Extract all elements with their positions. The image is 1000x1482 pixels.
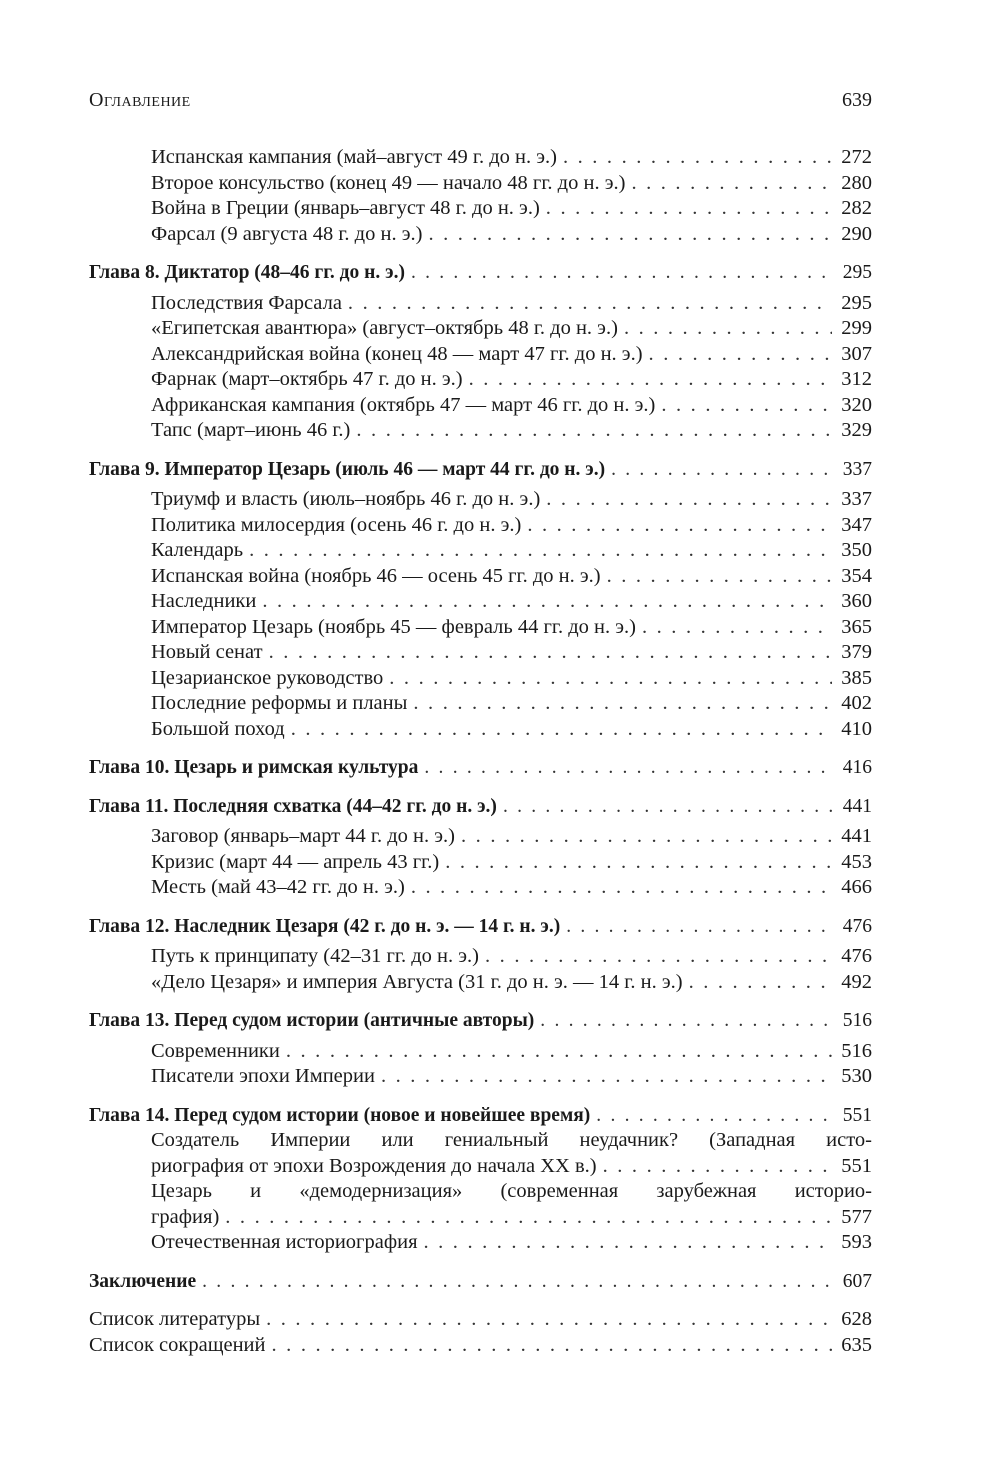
- entry-page-number: 577: [841, 1205, 872, 1228]
- page-number: 639: [842, 89, 872, 111]
- entry-page-number: 441: [842, 795, 872, 817]
- dot-leader: [291, 717, 832, 743]
- entry-title: Политика милосердия (осень 46 г. до н. э.): [151, 513, 522, 536]
- entry-title: Фарнак (март–октябрь 47 г. до н. э.): [151, 368, 463, 390]
- dot-leader: [269, 640, 832, 666]
- dot-leader: [607, 564, 832, 590]
- entry-title: Большой поход: [151, 717, 285, 740]
- section-entry[interactable]: [89, 1064, 872, 1090]
- entry-title: Император Цезарь (ноябрь 45 — февраль 44 гг. до н. э.): [151, 615, 636, 638]
- entry-page-number: 295: [842, 262, 872, 283]
- dot-leader: [411, 875, 832, 901]
- dot-leader: [649, 342, 832, 368]
- entry-title: Испанская кампания (май–август 49 г. до н. э.): [151, 146, 557, 168]
- dot-leader: [445, 850, 832, 876]
- dot-leader: [603, 1154, 832, 1180]
- entry-page-number: 492: [841, 970, 872, 993]
- entry-page-number: 282: [841, 197, 872, 219]
- entry-page-number: 607: [842, 1270, 872, 1292]
- section-entry[interactable]: [89, 691, 872, 717]
- entry-page-number: 329: [841, 419, 872, 441]
- dot-leader: [272, 1333, 832, 1359]
- entry-title: Второе консульство (конец 49 — начало 48 гг. до н. э.): [151, 171, 626, 194]
- entry-title: Цезарианское руководство: [151, 666, 384, 689]
- dot-leader: [611, 457, 832, 483]
- toc-group: [89, 1307, 872, 1358]
- dot-leader: [546, 196, 832, 222]
- wrapped-section-entry[interactable]: [89, 1128, 872, 1179]
- entry-title: Глава 10. Цезарь и римская культура: [89, 757, 419, 778]
- dot-leader: [540, 1008, 832, 1034]
- dot-leader: [563, 145, 832, 171]
- section-entry[interactable]: [89, 418, 872, 444]
- dot-leader: [262, 589, 832, 615]
- entry-page-number: 441: [841, 825, 872, 847]
- section-entry[interactable]: [89, 970, 872, 996]
- dot-leader: [348, 291, 832, 317]
- toc-group: [89, 145, 872, 247]
- section-entry[interactable]: [89, 875, 872, 901]
- entry-page-number: 290: [841, 222, 872, 245]
- entry-title: Месть (май 43–42 гг. до н. э.): [151, 876, 405, 898]
- entry-page-number: 476: [841, 945, 872, 967]
- entry-title-first-line: Цезарь и «демодернизация» (современная зарубежная историо-: [151, 1180, 872, 1202]
- entry-title: Отечественная историография: [151, 1231, 418, 1253]
- section-entry[interactable]: [89, 367, 872, 393]
- entry-page-number: 551: [841, 1154, 872, 1177]
- entry-page-number: 516: [841, 1039, 872, 1062]
- entry-page-number: 337: [842, 458, 872, 480]
- section-entry[interactable]: [89, 824, 872, 850]
- toc-group: [89, 1008, 872, 1090]
- toc-group: [89, 1269, 872, 1295]
- dot-leader: [286, 1039, 832, 1065]
- entry-page-number: 593: [841, 1231, 872, 1253]
- entry-page-number: 551: [842, 1104, 872, 1126]
- entry-title: «Египетская авантюра» (август–октябрь 48 г. до н. э.): [151, 317, 618, 339]
- back-matter-entry[interactable]: [89, 1307, 872, 1333]
- dot-leader: [389, 666, 832, 692]
- entry-page-number: 402: [841, 692, 872, 714]
- chapter-entry[interactable]: [89, 260, 872, 286]
- toc-group: [89, 914, 872, 996]
- toc-group: [89, 1103, 872, 1256]
- entry-page-number: 628: [841, 1308, 872, 1330]
- entry-title: Последствия Фарсала: [151, 291, 342, 314]
- entry-page-number: 516: [842, 1010, 872, 1031]
- entry-title: Последние реформы и планы: [151, 692, 408, 714]
- entry-title: Современники: [151, 1039, 280, 1062]
- entry-page-number: 360: [841, 590, 872, 612]
- chapter-entry[interactable]: [89, 794, 872, 820]
- chapter-entry[interactable]: [89, 914, 872, 940]
- section-entry[interactable]: [89, 222, 872, 248]
- entry-page-number: 453: [841, 850, 872, 873]
- section-entry[interactable]: [89, 513, 872, 539]
- entry-title: Александрийская война (конец 48 — март 47 гг. до н. э.): [151, 342, 643, 365]
- dot-leader: [424, 755, 832, 781]
- entry-page-number: 385: [841, 666, 872, 689]
- entry-title: Заговор (январь–март 44 г. до н. э.): [151, 825, 456, 847]
- dot-leader: [202, 1269, 832, 1295]
- toc-group: [89, 457, 872, 743]
- entry-title: Календарь: [151, 539, 244, 561]
- section-entry[interactable]: [89, 171, 872, 197]
- chapter-entry[interactable]: [89, 1008, 872, 1034]
- dot-leader: [413, 691, 832, 717]
- entry-page-number: 635: [841, 1333, 872, 1356]
- dot-leader: [485, 944, 832, 970]
- entry-title: графия): [151, 1205, 220, 1228]
- chapter-entry[interactable]: [89, 1103, 872, 1129]
- dot-leader: [503, 794, 832, 820]
- entry-title: Писатели эпохи Империи: [151, 1065, 375, 1087]
- section-entry[interactable]: [89, 538, 872, 564]
- entry-continuation[interactable]: [151, 1205, 872, 1231]
- entry-title: Заключение: [89, 1270, 197, 1292]
- entry-page-number: 466: [841, 876, 872, 898]
- entry-page-number: 410: [841, 717, 872, 740]
- entry-page-number: 530: [841, 1065, 872, 1087]
- entry-title: Список сокращений: [89, 1333, 266, 1356]
- entry-title: Испанская война (ноябрь 46 — осень 45 гг. до н. э.): [151, 564, 601, 587]
- entry-page-number: 365: [841, 615, 872, 638]
- entry-title: «Дело Цезаря» и империя Августа (31 г. до н. э. — 14 г. н. э.): [151, 970, 683, 993]
- section-entry[interactable]: [89, 1039, 872, 1065]
- wrapped-section-entry[interactable]: [89, 1179, 872, 1230]
- entry-title: Путь к принципату (42–31 гг. до н. э.): [151, 945, 480, 967]
- entry-title: Триумф и власть (июль–ноябрь 46 г. до н. э.): [151, 488, 541, 510]
- dot-leader: [225, 1205, 832, 1231]
- section-entry[interactable]: [89, 316, 872, 342]
- dot-leader: [266, 1307, 832, 1333]
- dot-leader: [661, 393, 832, 419]
- section-entry[interactable]: [89, 944, 872, 970]
- entry-page-number: 354: [841, 564, 872, 587]
- dot-leader: [356, 418, 832, 444]
- entry-page-number: 347: [841, 513, 872, 536]
- entry-page-number: 272: [841, 146, 872, 168]
- dot-leader: [546, 487, 832, 513]
- toc-group: [89, 260, 872, 444]
- entry-title: Глава 14. Перед судом истории (новое и новейшее время): [89, 1104, 591, 1126]
- section-entry[interactable]: [89, 291, 872, 317]
- entry-page-number: 320: [841, 393, 872, 416]
- section-entry[interactable]: [89, 615, 872, 641]
- section-entry[interactable]: [89, 640, 872, 666]
- dot-leader: [689, 970, 832, 996]
- entry-page-number: 295: [841, 291, 872, 314]
- chapter-entry[interactable]: [89, 457, 872, 483]
- section-entry[interactable]: [89, 850, 872, 876]
- entry-page-number: 312: [841, 368, 872, 390]
- entry-page-number: 350: [841, 539, 872, 561]
- dot-leader: [631, 171, 832, 197]
- section-entry[interactable]: [89, 145, 872, 171]
- entry-page-number: 299: [841, 317, 872, 339]
- entry-page-number: 416: [842, 757, 872, 778]
- entry-page-number: 280: [841, 171, 872, 194]
- dot-leader: [461, 824, 832, 850]
- entry-title-first-line: Создатель Империи или гениальный неудачник? (Западная исто-: [151, 1129, 872, 1151]
- dot-leader: [469, 367, 832, 393]
- toc-group: [89, 755, 872, 781]
- toc-group: [89, 794, 872, 901]
- section-entry[interactable]: [89, 196, 872, 222]
- entry-title: Африканская кампания (октябрь 47 — март 46 гг. до н. э.): [151, 393, 656, 416]
- section-entry[interactable]: [89, 564, 872, 590]
- dot-leader: [624, 316, 832, 342]
- dot-leader: [249, 538, 832, 564]
- entry-title: Глава 9. Император Цезарь (июль 46 — март 44 гг. до н. э.): [89, 458, 606, 480]
- entry-page-number: 307: [841, 342, 872, 365]
- table-of-contents: [89, 145, 872, 1358]
- entry-page-number: 379: [841, 641, 872, 663]
- section-entry[interactable]: [89, 487, 872, 513]
- dot-leader: [527, 513, 832, 539]
- section-entry[interactable]: [89, 393, 872, 419]
- chapter-entry[interactable]: [89, 1269, 872, 1295]
- section-entry[interactable]: [89, 717, 872, 743]
- dot-leader: [428, 222, 832, 248]
- chapter-entry[interactable]: [89, 755, 872, 781]
- entry-title: Глава 11. Последняя схватка (44–42 гг. до н. э.): [89, 795, 497, 817]
- dot-leader: [566, 914, 832, 940]
- entry-title: Список литературы: [89, 1308, 261, 1330]
- entry-title: Тапс (март–июнь 46 г.): [151, 419, 351, 441]
- section-entry[interactable]: [89, 666, 872, 692]
- dot-leader: [381, 1064, 832, 1090]
- back-matter-entry[interactable]: [89, 1333, 872, 1359]
- entry-page-number: 337: [841, 488, 872, 510]
- dot-leader: [411, 260, 832, 286]
- section-entry[interactable]: [89, 342, 872, 368]
- entry-title: Глава 12. Наследник Цезаря (42 г. до н. э. — 14 г. н. э.): [89, 915, 561, 937]
- entry-title: Фарсал (9 августа 48 г. до н. э.): [151, 222, 423, 245]
- entry-title: Война в Греции (январь–август 48 г. до н. э.): [151, 197, 540, 219]
- entry-title: Новый сенат: [151, 641, 263, 663]
- entry-title: Наследники: [151, 590, 257, 612]
- entry-title: риография от эпохи Возрождения до начала XX в.): [151, 1154, 597, 1177]
- dot-leader: [642, 615, 832, 641]
- dot-leader: [424, 1230, 833, 1256]
- entry-title: Кризис (март 44 — апрель 43 гг.): [151, 850, 440, 873]
- entry-page-number: 476: [842, 915, 872, 937]
- entry-title: Глава 13. Перед судом истории (античные авторы): [89, 1010, 535, 1031]
- section-entry[interactable]: [89, 1230, 872, 1256]
- section-entry[interactable]: [89, 589, 872, 615]
- entry-title: Глава 8. Диктатор (48–46 гг. до н. э.): [89, 262, 405, 283]
- running-head: Оглавление: [89, 89, 191, 111]
- dot-leader: [596, 1103, 832, 1129]
- entry-continuation[interactable]: [151, 1154, 872, 1180]
